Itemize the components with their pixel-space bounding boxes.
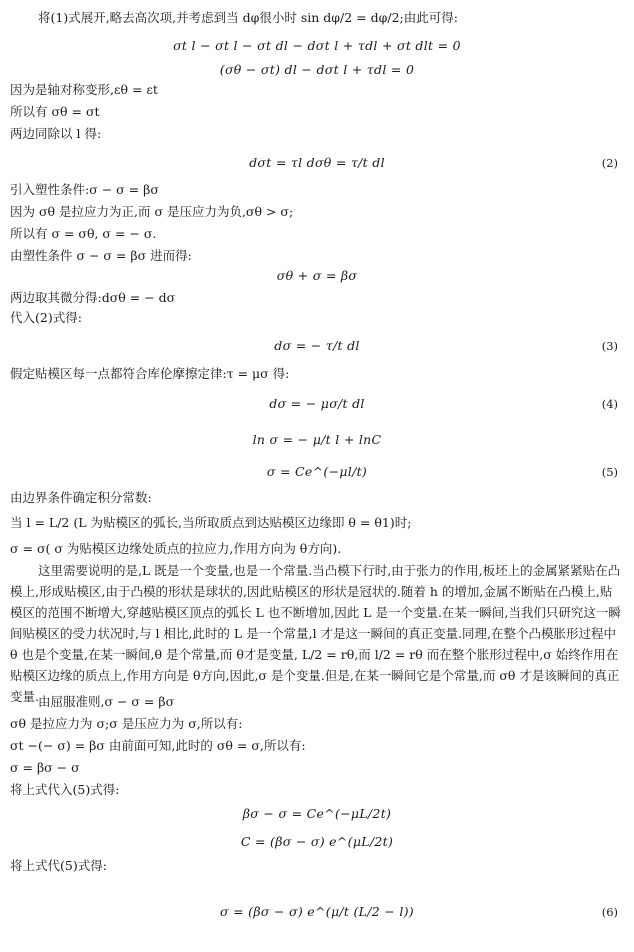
- equation-number: (6): [601, 905, 618, 919]
- equation-number: (4): [601, 397, 618, 411]
- text-line: 所以有 σ = σθ, σ = − σ.: [10, 226, 157, 241]
- paragraph: 这里需要说明的是,L 既是一个变量,也是一个常量.当凸模下行时,由于张力的作用,板坯上的金属紧紧贴在凸模上,形成贴模区,由于凸模的形状是球状的,因此贴模区的形状是冠状的.随着 h 的增加,金属不断贴在凸模上,贴模区的范围不断增大,穿越贴模区顶点的弧长 L 也不断增加,因此 L 是一个变量.在某一瞬间,当我们只研究这一瞬间贴模区的受力状况时,与 l 相比,此时的 L 是一个常量,l 才是这一瞬间的真正变量.同理,在整个凸模胀形过程中 θ 也是个变量,在某一瞬间,θ 是个常量,而 θ才是变量, L/2 = rθ,而 l/2 = rθ 而在整个胀形过程中,σ 始终作用在贴模区边缘的质点上,作用方向是 θ方向,因此,σ 是个变量.但是,在某一瞬间它是个常量,而 σθ 才是该瞬间的真正变量.: [10, 563, 621, 704]
- text-line: 所以有 σθ = σt: [10, 104, 100, 119]
- text-line: 将上式代(5)式得:: [10, 858, 107, 873]
- equation: (σθ − σt) dl − dσt l + τdl = 0: [219, 62, 415, 77]
- text-line: 因为是轴对称变形,εθ = εt: [10, 82, 158, 97]
- text-line: σ = βσ − σ: [10, 760, 80, 775]
- text-line: 当 l = L/2 (L 为贴模区的弧长,当所取质点到达贴模区边缘即 θ = θ1)时;: [10, 515, 412, 530]
- text-line: 将上式代入(5)式得:: [10, 782, 120, 797]
- equation-number: (3): [601, 339, 618, 353]
- text-line: 假定贴模区每一点都符合库伦摩擦定律:τ = μσ 得:: [10, 366, 290, 381]
- equation: C = (βσ − σ) e^(μL/2t): [240, 834, 394, 849]
- equation-number: (2): [601, 156, 618, 170]
- text-line: 引入塑性条件:σ − σ = βσ: [10, 182, 159, 197]
- equation: dσ = − μσ/t dl: [269, 396, 365, 411]
- equation: σ = Ce^(−μl/t): [266, 464, 368, 479]
- text-line: 两边取其微分得:dσθ = − dσ: [10, 290, 176, 305]
- equation: σθ + σ = βσ: [276, 268, 358, 283]
- text-line: 由塑性条件 σ − σ = βσ 进而得:: [10, 248, 192, 263]
- equation: βσ − σ = Ce^(−μL/2t): [242, 806, 392, 821]
- equation: σt l − σt l − σt dl − dσt l + τdl + σt dlt = 0: [173, 38, 461, 53]
- equation: dσ = − τ/t dl: [274, 338, 360, 353]
- text-line: σθ 是拉应力为 σ;σ 是压应力为 σ,所以有:: [10, 716, 243, 731]
- equation: ln σ = − μ/t l + lnC: [252, 432, 382, 447]
- text-line: σ = σ( σ 为贴模区边缘处质点的拉应力,作用方向为 θ方向).: [10, 541, 342, 556]
- equation: σ = (βσ − σ) e^(μ/t (L/2 − l)): [220, 904, 414, 919]
- text-line: 因为 σθ 是拉应力为正,而 σ 是压应力为负,σθ > σ;: [10, 204, 294, 219]
- text-line: 将(1)式展开,略去高次项,并考虑到当 dφ很小时 sin dφ/2 = dφ/2;由此可得:: [38, 10, 458, 25]
- text-line: 由边界条件确定积分常数:: [10, 490, 152, 505]
- text-line: σt −(− σ) = βσ 由前面可知,此时的 σθ = σ,所以有:: [10, 738, 306, 753]
- text-line: 代入(2)式得:: [10, 310, 82, 325]
- text-line: 由屈服准则,σ − σ = βσ: [38, 694, 175, 709]
- equation: dσt = τl dσθ = τ/t dl: [249, 155, 385, 170]
- text-line: 两边同除以 l 得:: [10, 126, 102, 141]
- equation-number: (5): [601, 465, 618, 479]
